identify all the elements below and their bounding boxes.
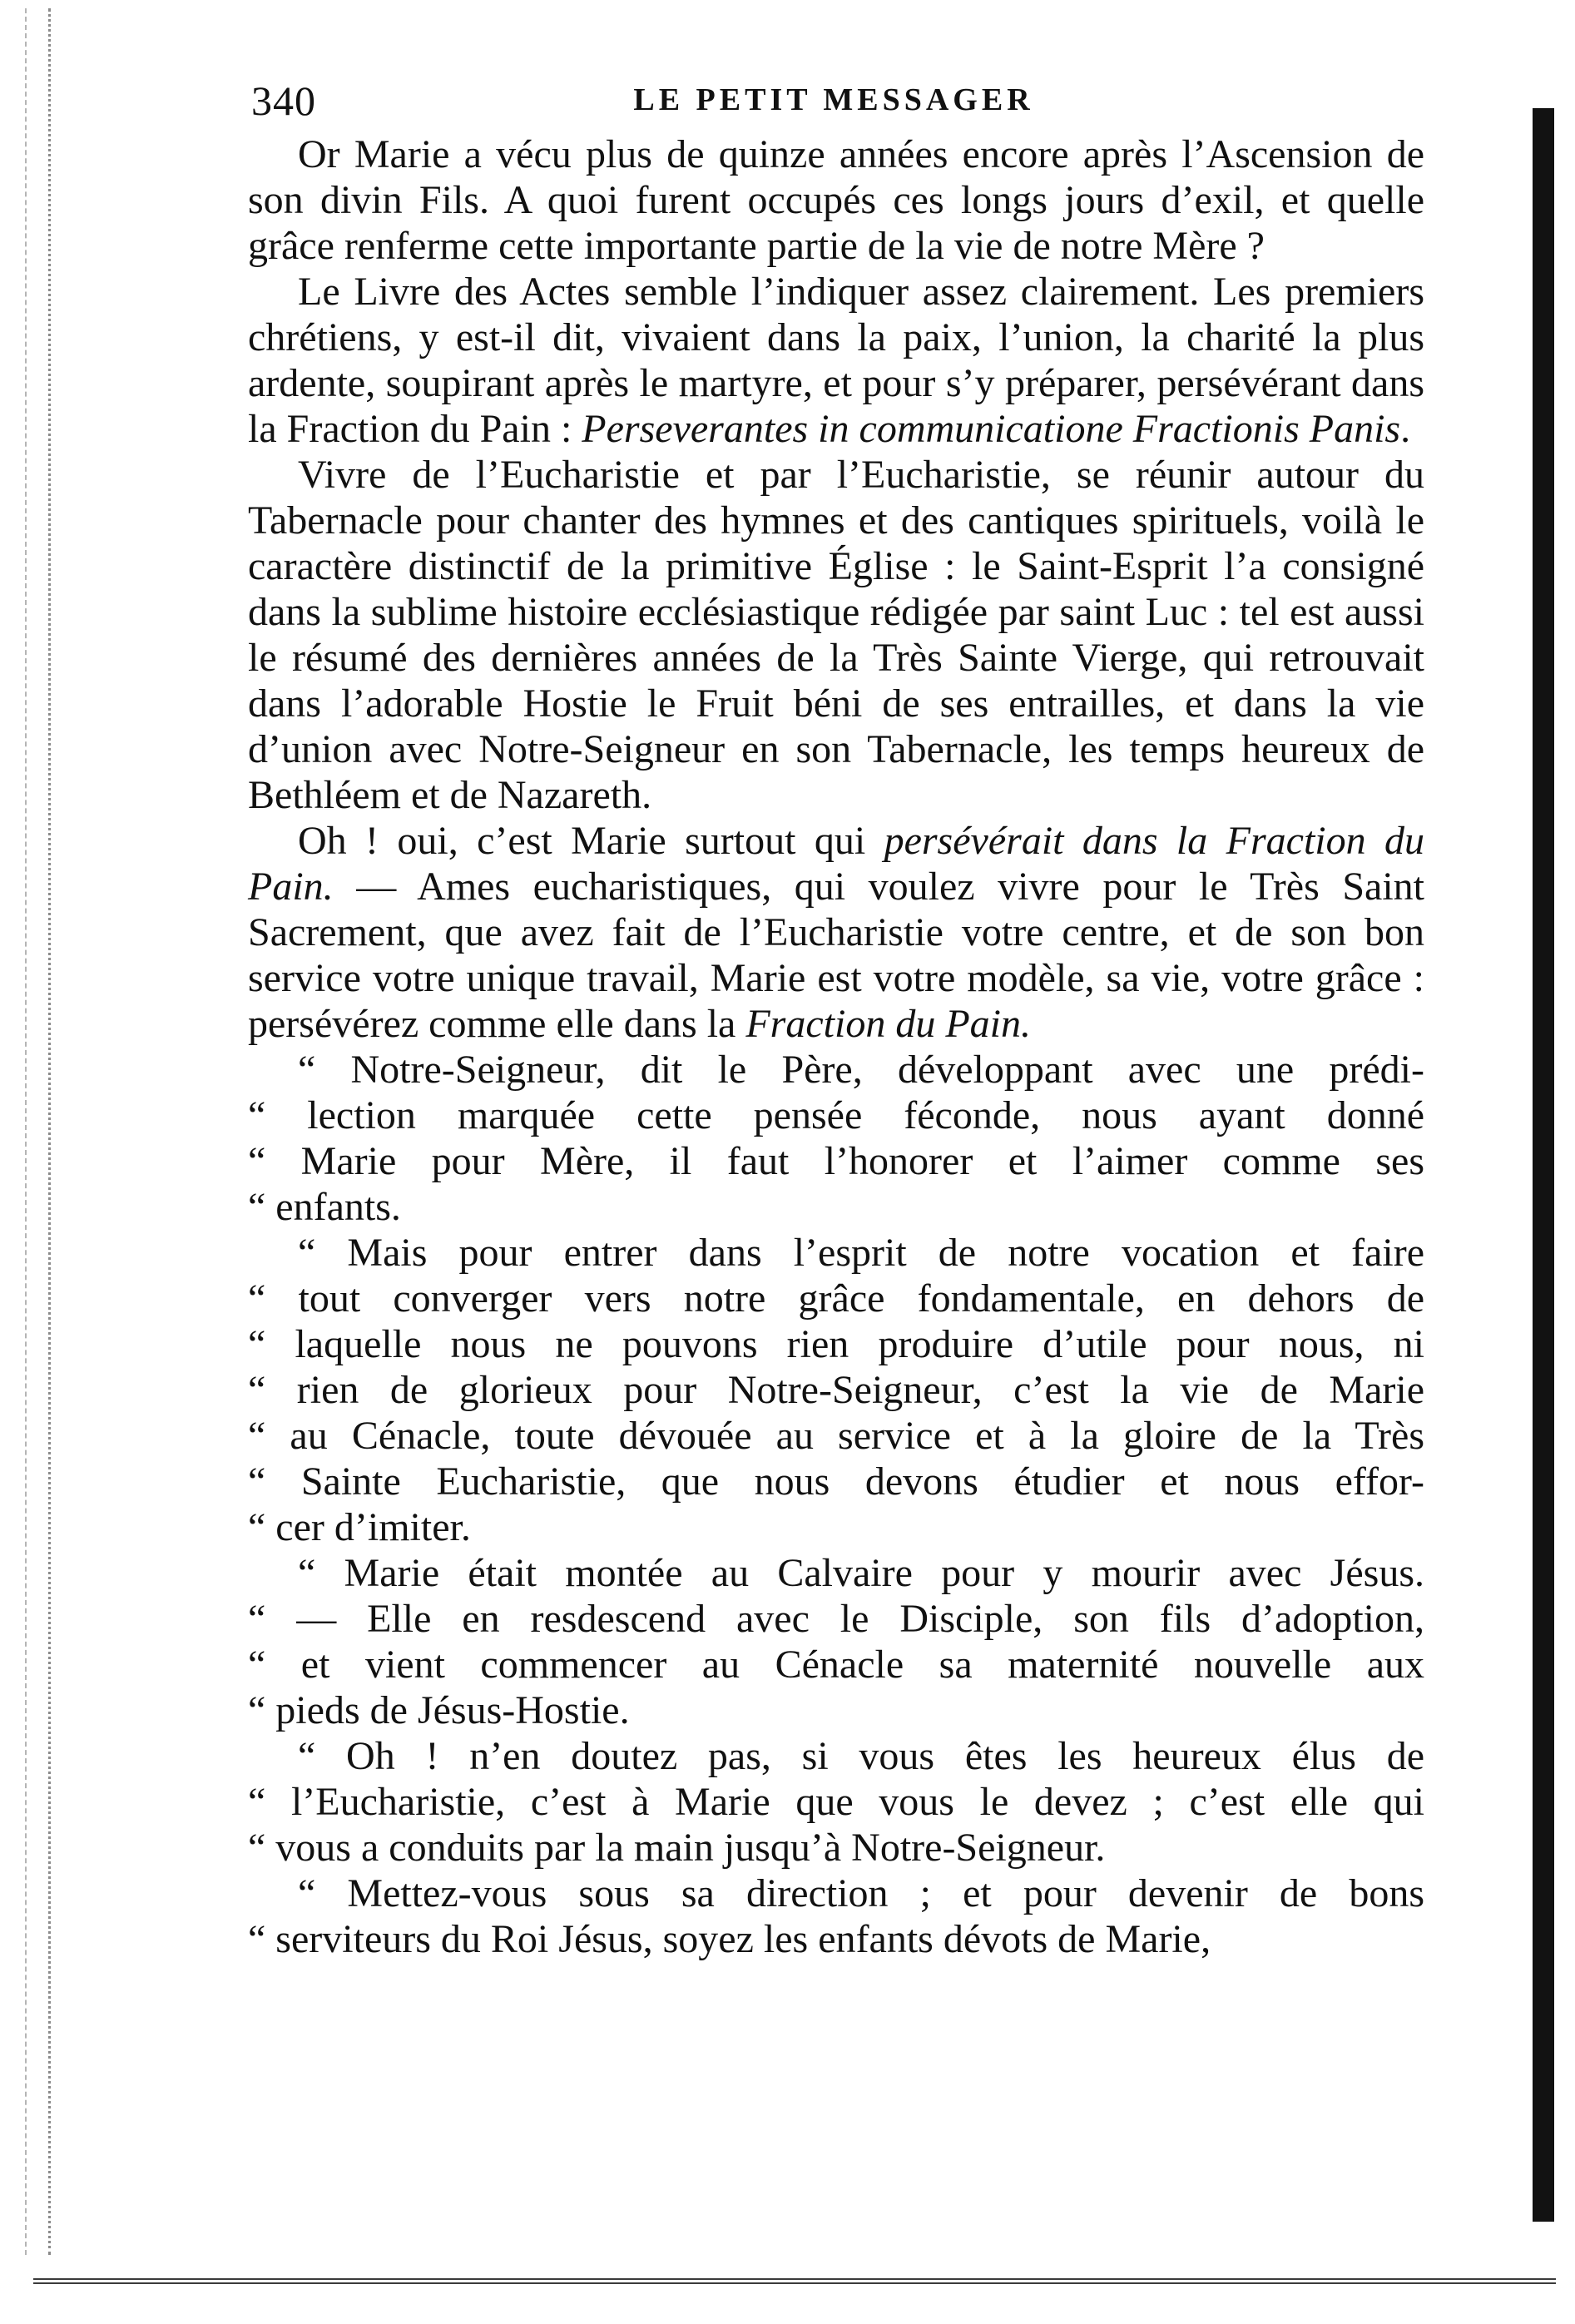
quoted-line: “ enfants. xyxy=(248,1185,401,1229)
quoted-paragraph xyxy=(248,1550,1424,1733)
quoted-line: “ vous a conduits par la main jusqu’à Notre-Seigneur. xyxy=(248,1826,1106,1870)
quoted-line: “ l’Eucharistie, c’est à Marie que vous le devez ; c’est elle qui xyxy=(248,1780,1424,1824)
quoted-line: “ Marie était montée au Calvaire pour y mourir avec Jésus. xyxy=(298,1551,1424,1595)
quoted-line: “ Oh ! n’en doutez pas, si vous êtes les heureux élus de xyxy=(298,1734,1424,1778)
latin-quotation: Perseverantes in communicatione Fractionis Panis xyxy=(582,407,1401,451)
quoted-line: “ Mais pour entrer dans l’esprit de notre vocation et faire xyxy=(298,1231,1424,1275)
left-gutter-dots xyxy=(48,8,52,2255)
quoted-paragraph xyxy=(248,1871,1424,1962)
quoted-line: “ Mettez-vous sous sa direction ; et pour devenir de bons xyxy=(298,1871,1424,1915)
quotation-block xyxy=(248,1047,1424,1962)
quoted-line: “ Notre-Seigneur, dit le Père, développant avec une prédi- xyxy=(298,1048,1424,1092)
italic-phrase: Fraction du Pain. xyxy=(745,1002,1031,1046)
quoted-line: “ et vient commencer au Cénacle sa maternité nouvelle aux xyxy=(248,1643,1424,1687)
left-gutter-edge xyxy=(25,8,67,2255)
quoted-line: “ — Elle en resdescend avec le Disciple, son fils d’adoption, xyxy=(248,1597,1424,1641)
quoted-paragraph xyxy=(248,1047,1424,1230)
page-header xyxy=(251,77,1416,126)
body-text xyxy=(248,131,1424,1962)
paragraph-text: . xyxy=(1400,407,1411,451)
quoted-line: “ rien de glorieux pour Notre-Seigneur, c’est la vie de Marie xyxy=(248,1368,1424,1412)
quoted-line: “ lection marquée cette pensée féconde, nous ayant donné xyxy=(248,1093,1424,1137)
paragraph xyxy=(248,818,1424,1047)
quoted-line: “ pieds de Jésus-Hostie. xyxy=(248,1688,630,1732)
quoted-line: “ cer d’imiter. xyxy=(248,1505,471,1549)
quoted-line: “ laquelle nous ne pouvons rien produire d’utile pour nous, ni xyxy=(248,1322,1424,1366)
paragraph xyxy=(248,269,1424,452)
paragraph-text: Le Livre des Actes semble l’indiquer assez clairement. Les premiers chrétiens, y est-il dit, vivaient dans la paix, l’union, la charité la plus ardente, soupirant après le martyre, et pour s’y préparer, persévérant dans la Fraction du Pain : xyxy=(248,270,1424,451)
bottom-rule xyxy=(33,2278,1556,2284)
right-binding-edge xyxy=(1533,108,1554,2222)
quoted-line: “ Sainte Eucharistie, que nous devons étudier et nous effor- xyxy=(248,1459,1424,1504)
quoted-paragraph xyxy=(248,1733,1424,1871)
page-number: 340 xyxy=(251,77,316,124)
italic-phrase: persévérait dans la Fraction du Pain. xyxy=(248,819,1425,909)
paragraph-text: — Ames eucharistiques, qui voulez vivre pour le Très Saint Sacrement, que avez fait de l’Eucharistie votre centre, et de son bon service votre unique travail, Marie est votre modèle, sa vie, votre grâce : persévérez comme elle dans la xyxy=(248,865,1424,1046)
paragraph: Or Marie a vécu plus de quinze années encore après l’Ascension de son divin Fils. A quoi furent occupés ces longs jours d’exil, et quelle grâce renferme cette importante partie de la vie de notre Mère ? xyxy=(248,132,1424,268)
quoted-line: “ Marie pour Mère, il faut l’honorer et l’aimer comme ses xyxy=(248,1139,1424,1183)
paragraph-text: Oh ! oui, c’est Marie surtout qui xyxy=(298,819,884,863)
paragraph: Vivre de l’Eucharistie et par l’Eucharistie, se réunir autour du Tabernacle pour chanter des hymnes et des cantiques spirituels, voilà le caractère distinctif de la primitive Église : le Saint-Esprit l’a consigné dans la sublime histoire ecclésiastique rédigée par saint Luc : tel est aussi le résumé des dernières années de la Très Sainte Vierge, qui retrouvait dans l’adorable Hostie le Fruit béni de ses entrailles, et dans la vie d’union avec Notre-Seigneur en son Tabernacle, les temps heureux de Bethléem et de Nazareth. xyxy=(248,453,1424,817)
running-title: LE PETIT MESSAGER xyxy=(633,82,1034,117)
quoted-line: “ tout converger vers notre grâce fondamentale, en dehors de xyxy=(248,1276,1424,1321)
quoted-line: “ serviteurs du Roi Jésus, soyez les enfants dévots de Marie, xyxy=(248,1917,1211,1961)
quoted-paragraph xyxy=(248,1230,1424,1550)
quoted-line: “ au Cénacle, toute dévouée au service et à la gloire de la Très xyxy=(248,1414,1424,1458)
